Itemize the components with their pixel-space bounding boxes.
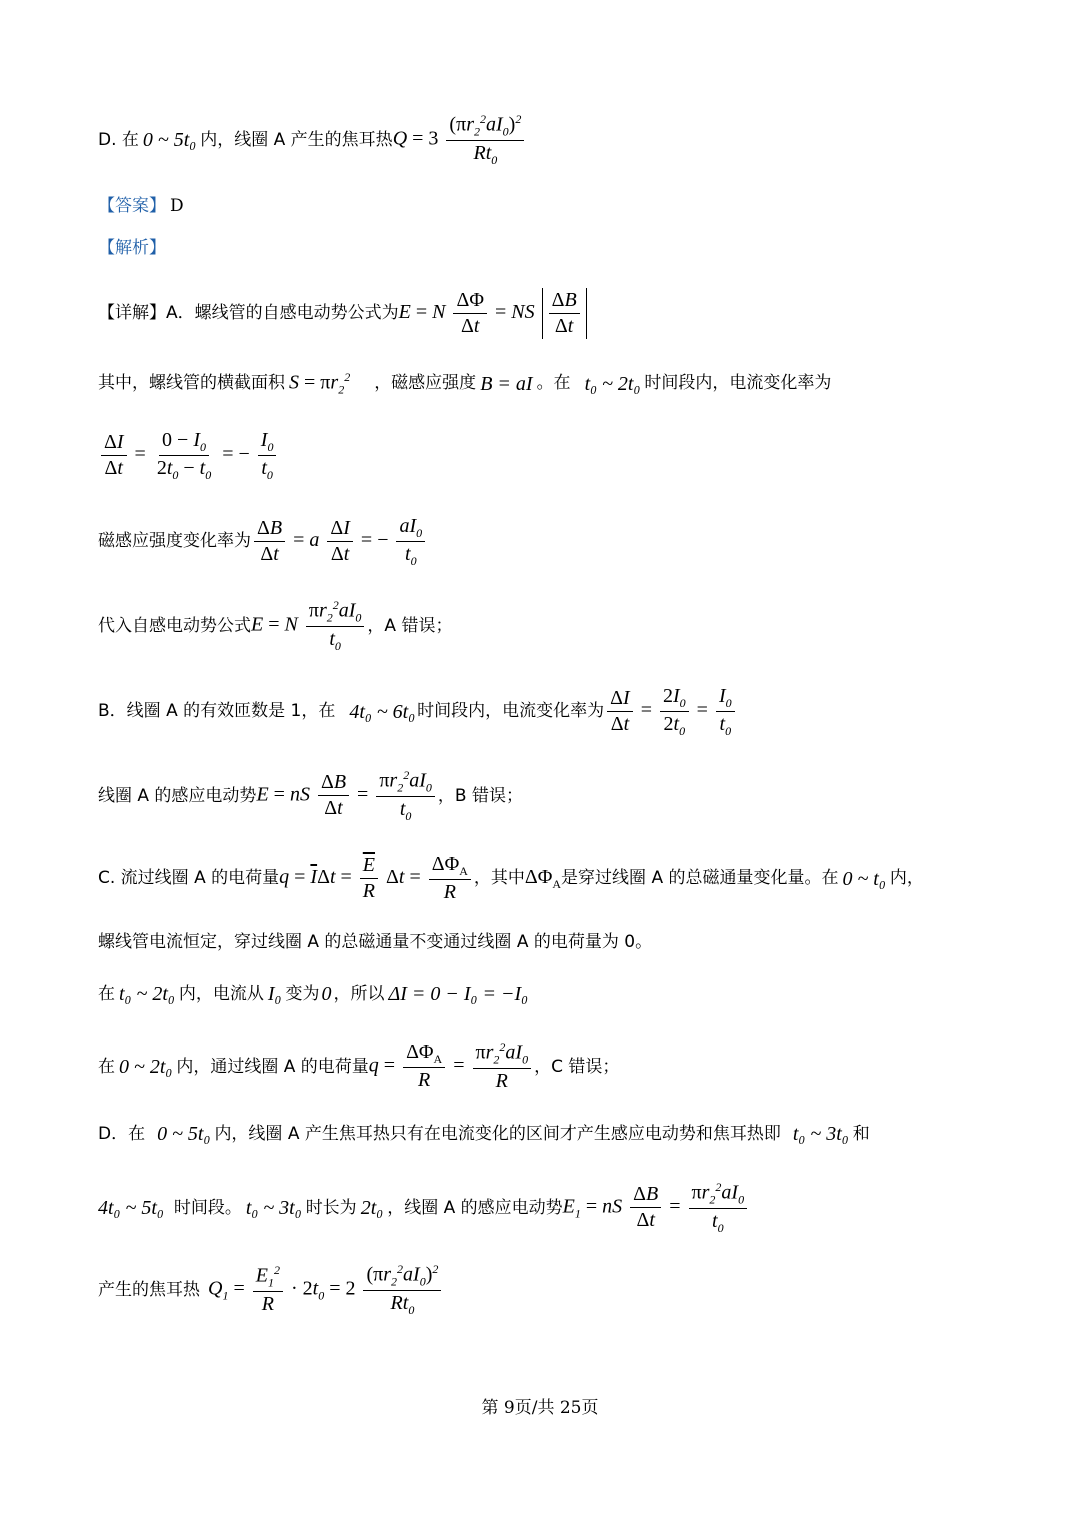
detail-a5-formula: E = N $\frac{\pi r_2^2aI_0}{t_0}$ [251,598,367,654]
detail-a4-formula: $\frac{\Delta B}{\Delta t}$ = a $\frac{\Delta I}{\Delta t}$ = − $\frac{aI_0}{t_0}$ [251,514,428,569]
detail-c1-line [98,852,1000,905]
detail-d2-duration: 2t₀ [360,1196,384,1219]
option-d-label: D. 在 [98,129,139,150]
detail-b1-formula: $\frac{\Delta I}{\Delta t}$ = $\frac{2I_0}{2t_0}$ = $\frac{I_0}{t_0}$ [604,684,737,739]
option-d-formula: Q = 3 $\frac{(\pi r_2^2aI_0)^2}{Rt_0}$ [393,112,528,168]
detail-b1-interval: 4t₀ ~ 6t₀ [349,700,416,723]
detail-c1-pre: C. 流过线圈 A 的电荷量 [98,868,280,889]
detail-d2-formula: $E_1$ = nS $\frac{\Delta B}{\Delta t}$ = $\frac{\pi r_2^2aI_0}{t_0}$ [563,1180,750,1236]
detail-d1-interval: 0 ~ 5t₀ [157,1123,211,1145]
detail-a2-mid2: 。在 [536,373,571,394]
detail-d2-line [98,1180,1000,1236]
detail-c4-line [98,1040,1000,1094]
detail-c3-line [98,982,1000,1006]
detail-d2-mid: 时间段。 [173,1197,242,1218]
detail-d2-interval2: t₀ ~ 3t₀ [245,1196,302,1219]
detail-c1-post: 内， [889,868,924,889]
detail-d1-mid: 内，线圈 A 产生焦耳热只有在电流变化的区间才产生感应电动势和焦耳热即 [214,1123,781,1144]
detail-a3-line [98,428,1000,483]
option-d-line [98,112,1000,168]
detail-d1-line [98,1122,1000,1146]
detail-d3-formula: $Q_1$ = $\frac{E_1^2}{R}$ · $2t_0 = 2$ $\frac{(\pi r_2^2aI_0)^2}{Rt_0}$ [208,1262,444,1318]
detail-d3-pre: 产生的焦耳热 [98,1279,200,1300]
detail-c1-interval: 0 ~ t₀ [842,867,886,890]
detail-c3-mid3: ，所以 [333,983,385,1004]
detail-c3-mid2: 变为 [285,983,320,1004]
detail-b1-pre: B．线圈 A 的有效匝数是 1，在 [98,701,336,722]
detail-a2-line [98,370,1000,397]
detail-a3-formula: $\frac{\Delta I}{\Delta t}$ = $\frac{0 - I_0}{2t_0 - t_0}$ = − $\frac{I_0}{t_0}$ [98,428,279,483]
detail-a4-line [98,514,1000,569]
detail-c1-formula: $q = \overline{I}\Delta t$ = $\frac{\overline{E}}{R}$ Δt = $\frac{\Delta\Phi_A}{R}$ [279,852,474,905]
detail-c3-mid: 内，电流从 [178,983,264,1004]
answer-value: D [170,196,184,216]
answer-tag: 【答案】 [98,196,166,216]
detail-c4-post: ，C 错误； [534,1056,620,1077]
field-formula: B = aI [480,372,533,395]
detail-c3-interval: t₀ ~ 2t₀ [119,983,175,1005]
analysis-line [98,238,1000,258]
detail-c4-interval: 0 ~ 2t₀ [119,1055,173,1078]
detail-a5-post: ，A 错误； [367,615,453,636]
detail-a5-line [98,598,1000,654]
area-formula: $S = \pi r_2^2$ [289,370,351,397]
detail-d2-mid2: 时长为 [305,1197,357,1218]
detail-a2-mid: ，磁感应强度 [374,373,477,394]
detail-d1-post: 和 [852,1123,870,1144]
detail-c4-mid: 内，通过线圈 A 的电荷量 [176,1056,369,1077]
detail-c3-to: 0 [321,983,332,1005]
detail-a5-pre: 代入自感电动势公式 [98,615,251,636]
detail-a1-line [98,288,1000,339]
detail-b2-pre: 线圈 A 的感应电动势 [98,785,257,806]
detail-a2-pre: 其中，螺线管的横截面积 [98,373,285,394]
detail-b1-mid: 时间段内，电流变化率为 [417,701,605,722]
detail-c3-formula: ΔI = 0 − I₀ = −I₀ [388,983,529,1005]
detail-a1-formula: E = N $\frac{\Delta\Phi}{\Delta t}$ = NS $\frac{\Delta B}{\Delta t}$ [399,288,589,339]
detail-d1-interval2: t₀ ~ 3t₀ [792,1123,849,1145]
option-d-text: 内，线圈 A 产生的焦耳热 [200,129,393,150]
detail-c2-text: 螺线管电流恒定，穿过线圈 A 的总磁通量不变通过线圈 A 的电荷量为 0。 [98,932,653,952]
detail-d2-interval: 4t₀ ~ 5t₀ [98,1196,164,1219]
detail-a1-text: 【详解】A．螺线管的自感电动势公式为 [98,303,399,324]
detail-d1-pre: D．在 [98,1123,146,1144]
detail-d2-mid3: ，线圈 A 的感应电动势 [387,1197,563,1218]
detail-c3-from: I₀ [267,983,282,1005]
option-d-range: 0 ~ 5t₀ [142,128,197,151]
detail-c1-mid2: 是穿过线圈 A 的总磁通量变化量。在 [561,868,839,889]
detail-c1-mid: ，其中 [473,868,525,889]
flux-symbol: $\Delta\Phi_A$ [524,866,562,892]
detail-d3-line [98,1262,1000,1318]
detail-b1-line [98,684,1000,739]
detail-c4-formula: q = $\frac{\Delta\Phi_A}{R}$ = $\frac{\pi r_2^2aI_0}{R}$ [369,1040,534,1094]
detail-b2-post: ，B 错误； [437,785,523,806]
detail-a2-interval: t₀ ~ 2t₀ [584,372,641,395]
detail-a4-pre: 磁感应强度变化率为 [98,531,251,552]
detail-c2-line [98,932,1000,952]
detail-b2-formula: E = nS $\frac{\Delta B}{\Delta t}$ = $\frac{\pi r_2^2aI_0}{t_0}$ [256,768,437,824]
detail-c4-pre: 在 [98,1056,115,1077]
detail-b2-line [98,768,1000,824]
analysis-tag: 【解析】 [98,238,166,258]
page-footer: 第 9页/共 25页 [481,1398,599,1418]
answer-line [98,196,1000,216]
detail-c3-pre: 在 [98,983,115,1004]
detail-a2-post: 时间段内，电流变化率为 [644,373,832,394]
